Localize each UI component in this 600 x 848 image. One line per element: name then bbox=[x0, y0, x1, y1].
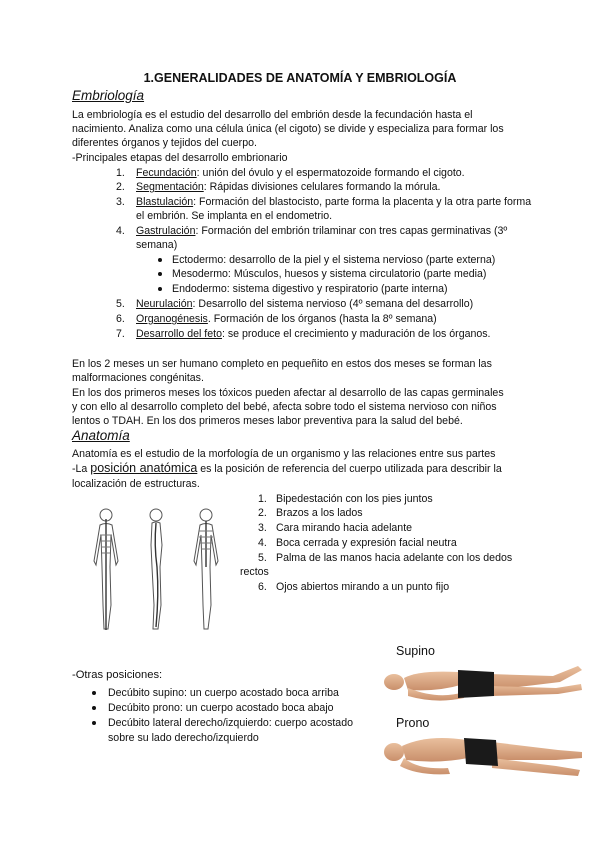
supine-body-image bbox=[378, 652, 588, 707]
position-num: 2. bbox=[258, 507, 267, 519]
bullet-dot bbox=[92, 706, 96, 710]
prono-label: Prono bbox=[396, 716, 430, 730]
stage-num: 3. bbox=[116, 196, 125, 208]
posicion-anatomica-line-2: localización de estructuras. bbox=[72, 478, 200, 490]
posicion-anatomica-line bbox=[72, 461, 502, 477]
stage-term: Desarrollo del feto bbox=[136, 328, 222, 340]
paragraph-line: lentos o TDAH. En los dos primeros meses labor preventiva para la salud del bebé. bbox=[72, 415, 463, 427]
paragraph-line: malformaciones congénitas. bbox=[72, 372, 204, 384]
stage-num: 2. bbox=[116, 181, 125, 193]
stage-text: : Formación del embrión trilaminar con tres capas germinativas (3º bbox=[195, 225, 508, 237]
stage-item bbox=[136, 180, 440, 195]
other-position-item: Decúbito prono: un cuerpo acostado boca abajo bbox=[108, 702, 334, 714]
position-num: 4. bbox=[258, 537, 267, 549]
position-item: Brazos a los lados bbox=[276, 507, 363, 519]
other-position-cont: sobre su lado derecho/izquierdo bbox=[108, 732, 259, 744]
other-position-item: Decúbito supino: un cuerpo acostado boca arriba bbox=[108, 687, 339, 699]
stage-term: Fecundación bbox=[136, 167, 197, 179]
stages-intro: -Principales etapas del desarrollo embrionario bbox=[72, 152, 288, 164]
stage-item bbox=[136, 166, 465, 181]
stage-term: Neurulación bbox=[136, 298, 193, 310]
prone-body-image bbox=[378, 724, 588, 786]
position-num: 1. bbox=[258, 493, 267, 505]
stage-term: Gastrulación bbox=[136, 225, 196, 237]
heading-anatomia: Anatomía bbox=[72, 428, 130, 443]
stage-cont: el embrión. Se implanta en el endometrio. bbox=[136, 210, 333, 222]
stage-term: Blastulación bbox=[136, 196, 194, 208]
paragraph-line: En los dos primeros meses los tóxicos pueden afectar al desarrollo de las capas germinales bbox=[72, 387, 504, 399]
stage-text: : Rápidas divisiones celulares formando la mórula. bbox=[203, 181, 441, 193]
stage-num: 4. bbox=[116, 225, 125, 237]
stage-num: 1. bbox=[116, 167, 125, 179]
page-title: 1.GENERALIDADES DE ANATOMÍA Y EMBRIOLOGÍA bbox=[143, 71, 457, 85]
stage-term: Segmentación bbox=[136, 181, 204, 193]
bullet-dot bbox=[158, 272, 162, 276]
other-positions-title: -Otras posiciones: bbox=[72, 669, 163, 681]
position-item: Ojos abiertos mirando a un punto fijo bbox=[276, 581, 450, 593]
text: es la posición de referencia del cuerpo utilizada para describir la bbox=[197, 463, 502, 475]
paragraph-line: En los 2 meses un ser humano completo en pequeñito en estos dos meses se forman las bbox=[72, 358, 492, 370]
other-position-item: Decúbito lateral derecho/izquierdo: cuerpo acostado bbox=[108, 717, 353, 729]
stage-item bbox=[136, 327, 491, 342]
stage-term: Organogénesis bbox=[136, 313, 208, 325]
stage-item bbox=[136, 312, 437, 327]
stage-item bbox=[136, 195, 531, 210]
position-num: 3. bbox=[258, 522, 267, 534]
stage-num: 6. bbox=[116, 313, 125, 325]
bullet-dot bbox=[158, 258, 162, 262]
intro-line-2: nacimiento. Analiza como una célula única (el cigoto) se divide y especializa para formar los bbox=[72, 123, 504, 135]
stage-text: : Desarrollo del sistema nervioso (4º semana del desarrollo) bbox=[192, 298, 474, 310]
stage-item bbox=[136, 297, 473, 312]
paragraph-line: y con ello al desarrollo completo del bebé, afecta sobre todo el sistema nervioso con niños bbox=[72, 401, 497, 413]
bullet-dot bbox=[92, 721, 96, 725]
layer-item: Mesodermo: Músculos, huesos y sistema circulatorio (parte media) bbox=[172, 268, 487, 280]
layer-item: Endodermo: sistema digestivo y respiratorio (parte interna) bbox=[172, 283, 448, 295]
stage-cont: semana) bbox=[136, 239, 178, 251]
layer-item: Ectodermo: desarrollo de la piel y el sistema nervioso (parte externa) bbox=[172, 254, 496, 266]
intro-line-1: La embriología es el estudio del desarrollo del embrión desde la fecundación hasta el bbox=[72, 109, 473, 121]
intro-line-3: diferentes órganos y tejidos del cuerpo. bbox=[72, 137, 257, 149]
position-item: Boca cerrada y expresión facial neutra bbox=[276, 537, 457, 549]
stage-item bbox=[136, 224, 507, 239]
stage-text: : unión del óvulo y el espermatozoide formando el cigoto. bbox=[196, 167, 465, 179]
stage-text: . Formación de los órganos (hasta la 8º semana) bbox=[207, 313, 437, 325]
heading-embriologia: Embriología bbox=[72, 88, 145, 103]
position-item: Palma de las manos hacia adelante con los dedos bbox=[276, 552, 513, 564]
stage-text: : Formación del blastocisto, parte forma la placenta y la otra parte forma bbox=[193, 196, 532, 208]
bullet-dot bbox=[158, 287, 162, 291]
position-item: Cara mirando hacia adelante bbox=[276, 522, 413, 534]
stage-num: 5. bbox=[116, 298, 125, 310]
supino-label: Supino bbox=[396, 644, 435, 658]
position-item: Bipedestación con los pies juntos bbox=[276, 493, 433, 505]
bullet-dot bbox=[92, 691, 96, 695]
anatomical-position-figures-image bbox=[78, 505, 238, 635]
posicion-anatomica-term: posición anatómica bbox=[90, 461, 198, 475]
position-num: 6. bbox=[258, 581, 267, 593]
anatomia-definition: Anatomía es el estudio de la morfología de un organismo y las relaciones entre sus partes bbox=[72, 448, 496, 460]
position-num: 5. bbox=[258, 552, 267, 564]
stage-text: : se produce el crecimiento y maduración de los órganos. bbox=[221, 328, 491, 340]
stage-num: 7. bbox=[116, 328, 125, 340]
position-item-cont: rectos bbox=[240, 566, 269, 578]
text: -La bbox=[72, 463, 91, 475]
